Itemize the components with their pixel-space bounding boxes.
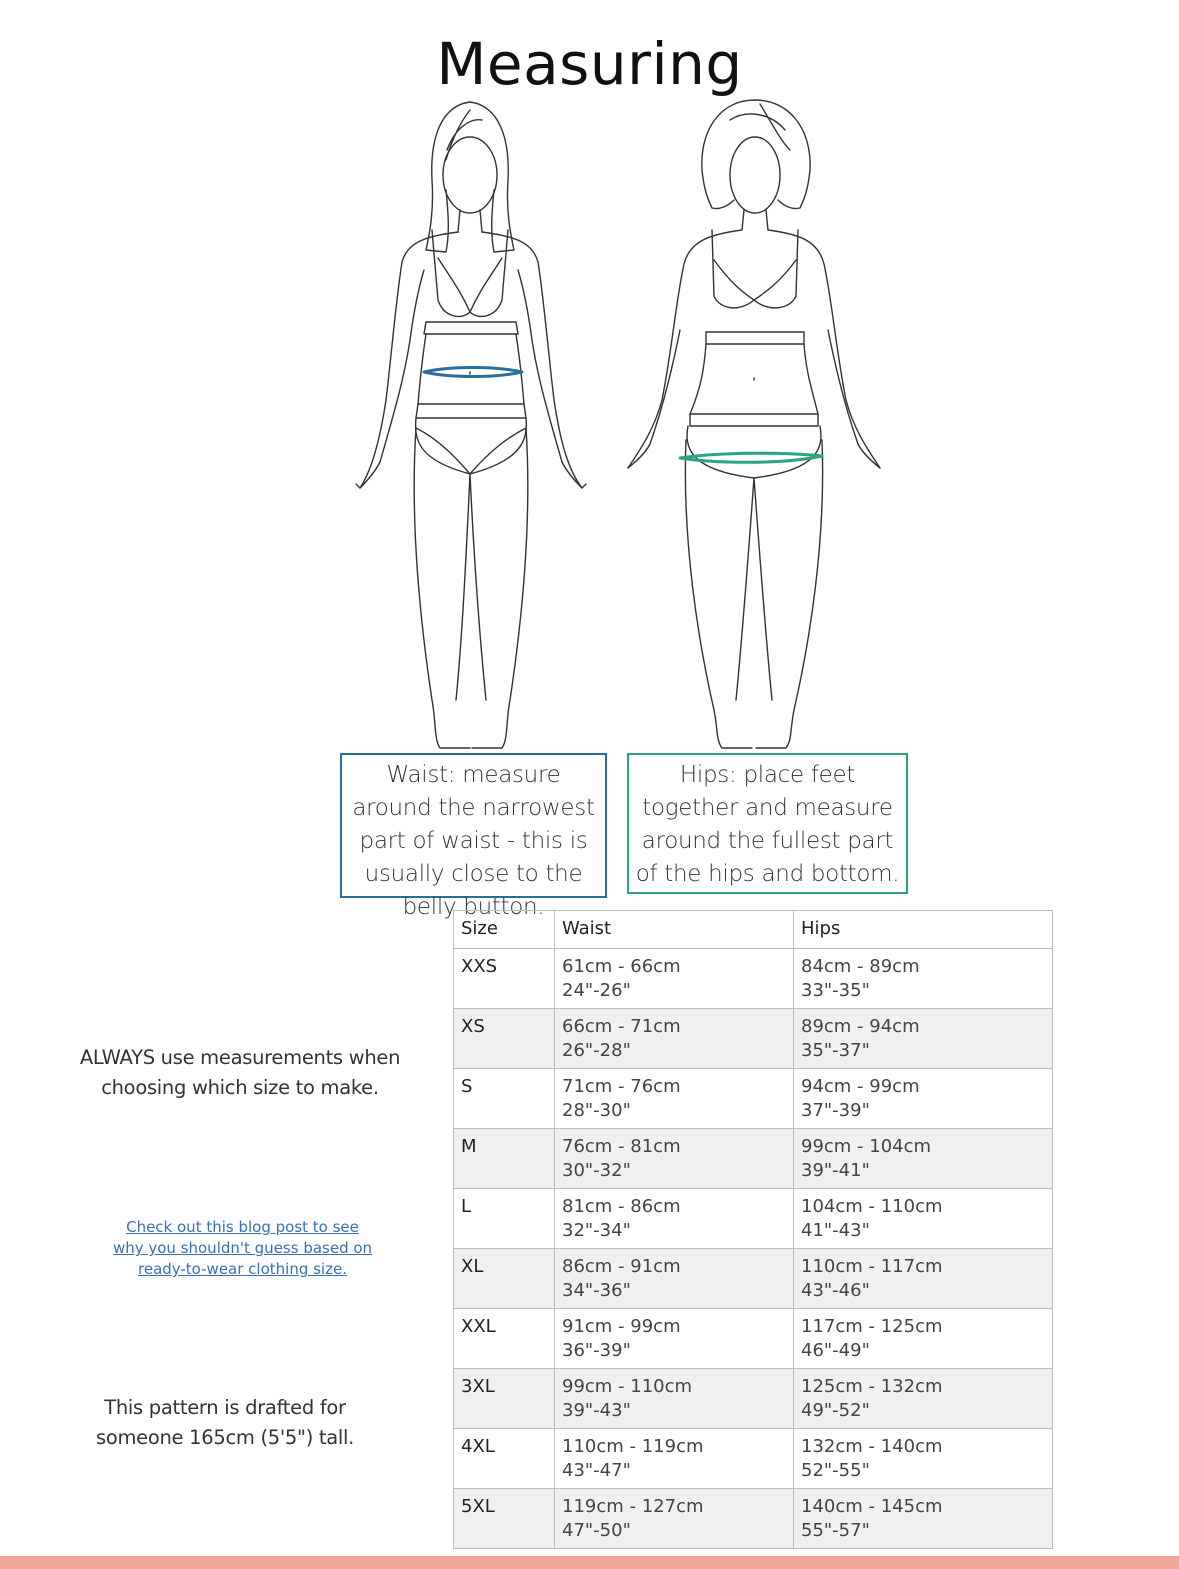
hips-cell-line: 125cm - 132cm: [801, 1376, 943, 1397]
size-cell: [454, 949, 555, 1009]
hips-callout: Hips: place feet together and measure around the fullest part of the hips and bottom.: [627, 753, 908, 894]
hips-cell: [794, 1489, 1053, 1549]
size-cell: [454, 1429, 555, 1489]
waist-cell: [555, 1249, 794, 1309]
size-cell: [454, 1069, 555, 1129]
size-cell: [454, 1369, 555, 1429]
hips-cell: [794, 1309, 1053, 1369]
hips-cell-line: 110cm - 117cm: [801, 1256, 943, 1277]
hips-cell: [794, 1009, 1053, 1069]
hips-cell-line: 33"-35": [801, 980, 870, 1001]
hips-cell-line: 41"-43": [801, 1220, 870, 1241]
waist-cell: [555, 1429, 794, 1489]
waist-cell-line: 24"-26": [562, 980, 631, 1001]
size-cell: [454, 1009, 555, 1069]
hips-cell-line: 52"-55": [801, 1460, 870, 1481]
waist-cell-line: 61cm - 66cm: [562, 956, 681, 977]
waist-cell-line: 119cm - 127cm: [562, 1496, 704, 1517]
hips-cell-line: 43"-46": [801, 1280, 870, 1301]
waist-cell-line: 81cm - 86cm: [562, 1196, 681, 1217]
table-row: [454, 1189, 1053, 1249]
waist-cell: [555, 1309, 794, 1369]
hips-cell-line: 35"-37": [801, 1040, 870, 1061]
waist-cell-line: 110cm - 119cm: [562, 1436, 704, 1457]
waist-cell-line: 39"-43": [562, 1400, 631, 1421]
size-cell-line: 4XL: [461, 1436, 495, 1457]
size-cell-line: 5XL: [461, 1496, 495, 1517]
body-figures-illustration: [0, 0, 1179, 760]
waist-cell: [555, 1129, 794, 1189]
size-cell: [454, 1249, 555, 1309]
page-title: Measuring: [436, 30, 743, 98]
left-figure: [356, 102, 586, 748]
hips-cell-line: 140cm - 145cm: [801, 1496, 943, 1517]
waist-cell: [555, 949, 794, 1009]
hips-cell: [794, 949, 1053, 1009]
size-cell: [454, 1189, 555, 1249]
hips-cell-line: 104cm - 110cm: [801, 1196, 943, 1217]
hips-cell-line: 55"-57": [801, 1520, 870, 1541]
waist-measure-line: [424, 368, 522, 377]
waist-cell-line: 30"-32": [562, 1160, 631, 1181]
size-chart-table: [453, 910, 1053, 1549]
table-row: [454, 1069, 1053, 1129]
hips-cell-line: 49"-52": [801, 1400, 870, 1421]
footer-bar: [0, 1556, 1179, 1569]
hips-cell: [794, 1429, 1053, 1489]
waist-cell-line: 86cm - 91cm: [562, 1256, 681, 1277]
size-cell: [454, 1309, 555, 1369]
hips-cell-line: 117cm - 125cm: [801, 1316, 943, 1337]
table-row: [454, 1489, 1053, 1549]
table-row: [454, 1249, 1053, 1309]
size-cell-line: XL: [461, 1256, 484, 1277]
size-cell-line: L: [461, 1196, 472, 1217]
waist-cell-line: 76cm - 81cm: [562, 1136, 681, 1157]
hips-cell-line: 99cm - 104cm: [801, 1136, 932, 1157]
right-figure: [628, 100, 880, 748]
waist-cell: [555, 1189, 794, 1249]
header-waist: Waist: [555, 911, 794, 949]
waist-cell-line: 36"-39": [562, 1340, 631, 1361]
size-cell-line: S: [461, 1076, 473, 1097]
table-row: [454, 1009, 1053, 1069]
table-row: [454, 1429, 1053, 1489]
waist-cell: [555, 1009, 794, 1069]
hips-measure-line: [680, 453, 822, 462]
waist-cell: [555, 1069, 794, 1129]
hips-cell: [794, 1189, 1053, 1249]
hips-cell-line: 94cm - 99cm: [801, 1076, 920, 1097]
waist-cell: [555, 1489, 794, 1549]
size-cell-line: XS: [461, 1016, 485, 1037]
drafted-height-note: This pattern is drafted for someone 165cm (5'5") tall.: [95, 1396, 355, 1449]
table-row: [454, 1369, 1053, 1429]
hips-cell: [794, 1069, 1053, 1129]
waist-cell-line: 47"-50": [562, 1520, 631, 1541]
hips-cell-line: 132cm - 140cm: [801, 1436, 943, 1457]
waist-cell-line: 26"-28": [562, 1040, 631, 1061]
waist-cell-line: 99cm - 110cm: [562, 1376, 693, 1397]
size-cell: [454, 1129, 555, 1189]
waist-callout: Waist: measure around the narrowest part of waist - this is usually close to the belly button.: [340, 753, 607, 898]
waist-cell-line: 34"-36": [562, 1280, 631, 1301]
table-row: [454, 1309, 1053, 1369]
size-cell-line: XXS: [461, 956, 498, 977]
header-size: Size: [454, 911, 555, 949]
size-cell-line: XXL: [461, 1316, 496, 1337]
hips-cell-line: 89cm - 94cm: [801, 1016, 920, 1037]
hips-cell: [794, 1129, 1053, 1189]
hips-cell-line: 37"-39": [801, 1100, 870, 1121]
blog-post-link[interactable]: Check out this blog post to see why you shouldn't guess based on ready-to-wear clothing size.: [112, 1218, 373, 1278]
waist-cell-line: 71cm - 76cm: [562, 1076, 681, 1097]
measurement-advice: ALWAYS use measurements when choosing which size to make.: [79, 1046, 401, 1099]
waist-cell-line: 32"-34": [562, 1220, 631, 1241]
size-cell-line: M: [461, 1136, 477, 1157]
table-row: [454, 949, 1053, 1009]
hips-cell-line: 39"-41": [801, 1160, 870, 1181]
hips-cell-line: 84cm - 89cm: [801, 956, 920, 977]
size-cell: [454, 1489, 555, 1549]
waist-cell-line: 43"-47": [562, 1460, 631, 1481]
size-cell-line: 3XL: [461, 1376, 495, 1397]
waist-cell: [555, 1369, 794, 1429]
header-hips: Hips: [794, 911, 1053, 949]
waist-cell-line: 91cm - 99cm: [562, 1316, 681, 1337]
table-row: [454, 1129, 1053, 1189]
hips-cell: [794, 1249, 1053, 1309]
table-header-row: [454, 911, 1053, 949]
hips-cell: [794, 1369, 1053, 1429]
waist-cell-line: 28"-30": [562, 1100, 631, 1121]
waist-cell-line: 66cm - 71cm: [562, 1016, 681, 1037]
hips-cell-line: 46"-49": [801, 1340, 870, 1361]
